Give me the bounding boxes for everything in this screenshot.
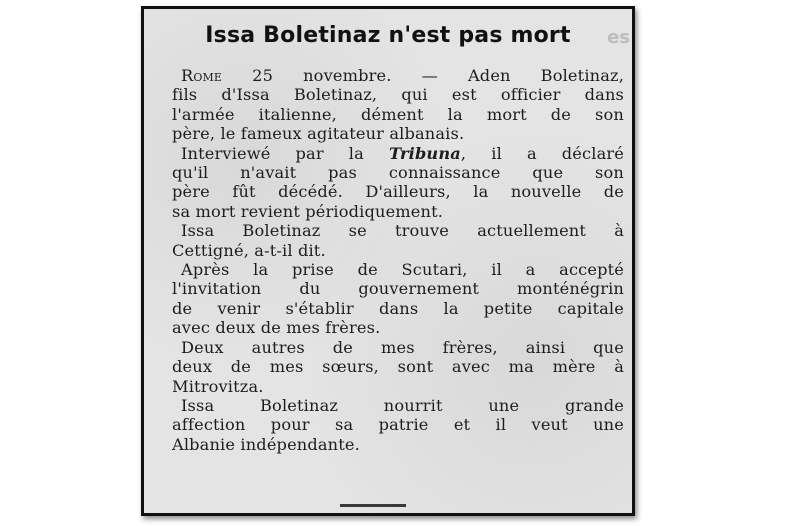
paragraph-3-line-2: Cettigné, a-t-il dit.	[172, 240, 326, 260]
paragraph-1-line-1: Rome 25 novembre. — Aden Boletinaz,	[181, 66, 624, 85]
paragraph-5-line-2: deux de mes sœurs, sont avec ma mère à	[172, 357, 624, 377]
paragraph-6-line-1: Issa Boletinaz nourrit une grande	[181, 395, 624, 415]
paragraph-5-line-3: Mitrovitza.	[172, 376, 264, 396]
newspaper-clipping	[141, 6, 635, 516]
article-body	[172, 66, 624, 454]
paragraph-2-line-2: qu'il n'avait pas connaissance que son	[172, 163, 624, 183]
paragraph-6-line-2: affection pour sa patrie et il veut une	[172, 415, 624, 435]
dateline: Rome	[181, 66, 223, 85]
paragraph-3-line-1: Issa Boletinaz se trouve actuellement à	[181, 221, 624, 241]
paragraph-1-line-4: père, le fameux agitateur albanais.	[172, 124, 465, 144]
paragraph-6-line-3: Albanie indépendante.	[172, 434, 360, 454]
paragraph-1-line-2: fils d'Issa Boletinaz, qui est officier dans	[172, 85, 624, 105]
article-headline: Issa Boletinaz n'est pas mort	[205, 23, 571, 48]
paragraph-2-line-1: Interviewé par la Tribuna, il a déclaré	[181, 143, 624, 163]
paragraph-2-line-4: sa mort revient périodiquement.	[172, 201, 444, 221]
paragraph-1-line-3: l'armée italienne, dément la mort de son	[172, 104, 624, 124]
paragraph-4-line-4: avec deux de mes frères.	[172, 318, 381, 338]
paragraph-5-line-1: Deux autres de mes frères, ainsi que	[181, 337, 624, 357]
paragraph-4-line-2: l'invitation du gouvernement monténégrin	[172, 279, 624, 299]
paragraph-4-line-3: de venir s'établir dans la petite capitale	[172, 298, 624, 318]
adjacent-column-fragment: es	[607, 27, 630, 48]
paragraph-4-line-1: Après la prise de Scutari, il a accepté	[181, 260, 624, 280]
newspaper-name-tribuna: Tribuna	[388, 143, 461, 163]
end-of-article-rule	[340, 504, 406, 507]
paragraph-2-line-3: père fût décédé. D'ailleurs, la nouvelle de	[172, 182, 624, 202]
